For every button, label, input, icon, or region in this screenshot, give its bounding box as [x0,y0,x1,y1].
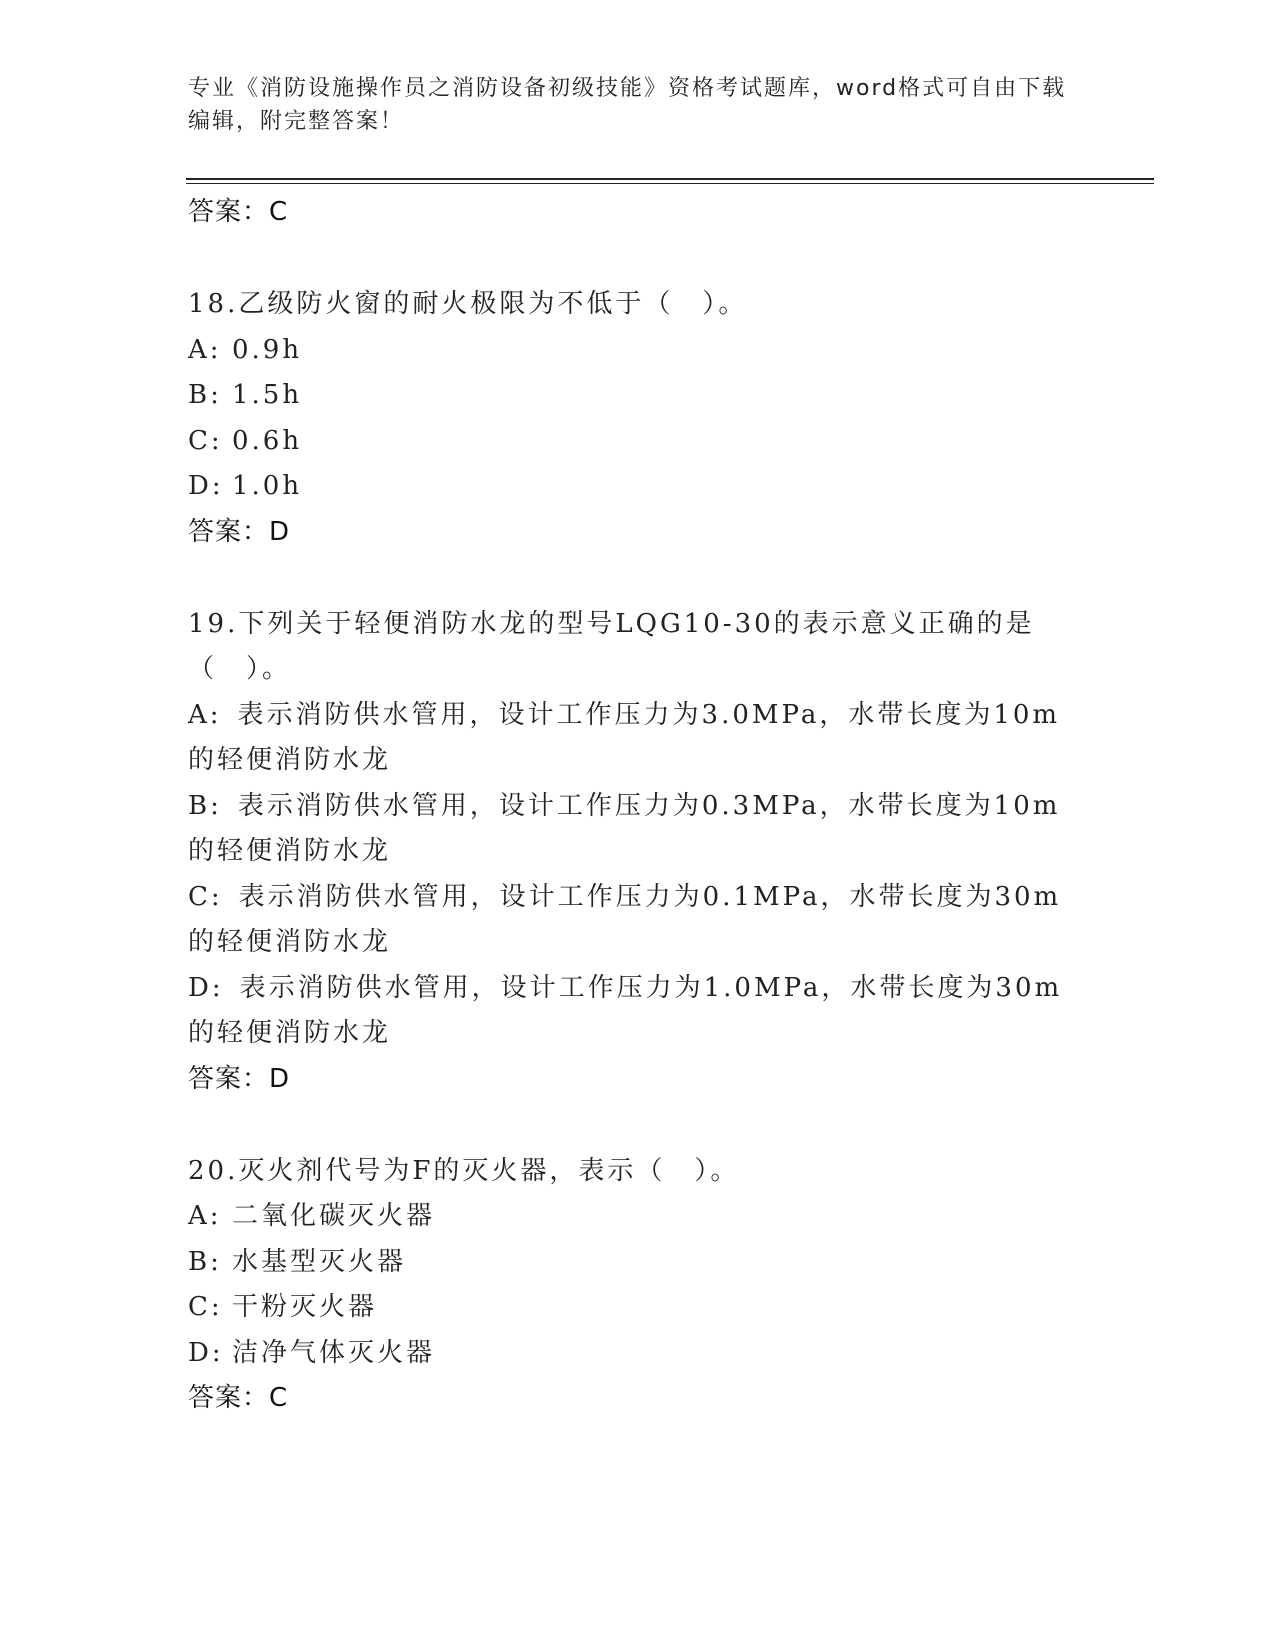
answer-17: 答案：C [188,197,289,227]
option-label: A: [188,1201,222,1231]
option-text: 二氧化碳灭火器 [232,1201,436,1231]
answer-20: 答案：C [188,1383,289,1413]
question-text: 下列关于轻便消防水龙的型号LQG10-30的表示意义正确的是（ ）。 [188,608,1035,684]
question-stem [188,1149,1088,1195]
option-text: 洁净气体灭火器 [232,1337,436,1368]
option-label: C: [188,1292,223,1322]
document-header [188,72,1088,138]
option-d [188,464,1088,510]
option-text: 表示消防供水管用，设计工作压力为3.0MPa，水带长度为10m的轻便消防水龙 [188,699,1061,775]
question-text: 乙级防火窗的耐火极限为不低于（ ）。 [238,289,748,319]
option-text: 干粉灭火器 [232,1292,378,1322]
option-label: B: [188,1246,222,1277]
option-a [188,328,1088,374]
question-number: 19. [188,608,239,639]
option-a [188,1194,1088,1240]
option-c [188,419,1088,465]
option-d [188,966,1088,1057]
question-18 [188,282,1088,554]
header-text: 专业《消防设施操作员之消防设备初级技能》资格考试题库，word格式可自由下载编辑，附完整答案！ [188,76,1067,134]
question-20 [188,1149,1088,1421]
option-label: B: [188,380,222,410]
option-d [188,1331,1088,1377]
option-b [188,784,1088,875]
question-number: 20. [188,1155,239,1186]
option-label: C: [188,881,223,912]
option-text: 表示消防供水管用，设计工作压力为0.1MPa，水带长度为30m的轻便消防水龙 [188,881,1062,957]
option-label: D: [188,1337,224,1368]
option-label: B: [188,790,222,821]
option-c [188,875,1088,966]
question-stem [188,602,1088,693]
option-text: 1.5h [232,380,303,410]
answer-19: 答案：D [188,1063,291,1094]
option-label: A: [188,334,222,365]
header-divider-thin [186,183,1154,184]
option-text: 表示消防供水管用，设计工作压力为0.3MPa，水带长度为10m的轻便消防水龙 [188,790,1061,866]
option-a [188,693,1088,784]
option-text: 水基型灭火器 [232,1246,407,1277]
option-label: A: [188,699,222,730]
question-number: 18. [188,289,239,319]
header-divider [186,178,1154,180]
option-c [188,1285,1088,1331]
question-19 [188,602,1088,1101]
option-b [188,373,1088,419]
option-text: 表示消防供水管用，设计工作压力为1.0MPa，水带长度为30m的轻便消防水龙 [188,972,1063,1048]
option-label: D: [188,471,224,501]
option-b [188,1240,1088,1286]
question-text: 灭火剂代号为F的灭火器，表示（ ）。 [238,1155,740,1186]
option-text: 0.9h [232,334,303,365]
question-list [188,190,1088,1420]
option-text: 1.0h [232,471,303,501]
answer-18: 答案：D [188,516,291,547]
question-stem [188,282,1088,328]
option-label: D: [188,972,224,1003]
option-label: C: [188,425,223,456]
option-text: 0.6h [232,425,303,456]
